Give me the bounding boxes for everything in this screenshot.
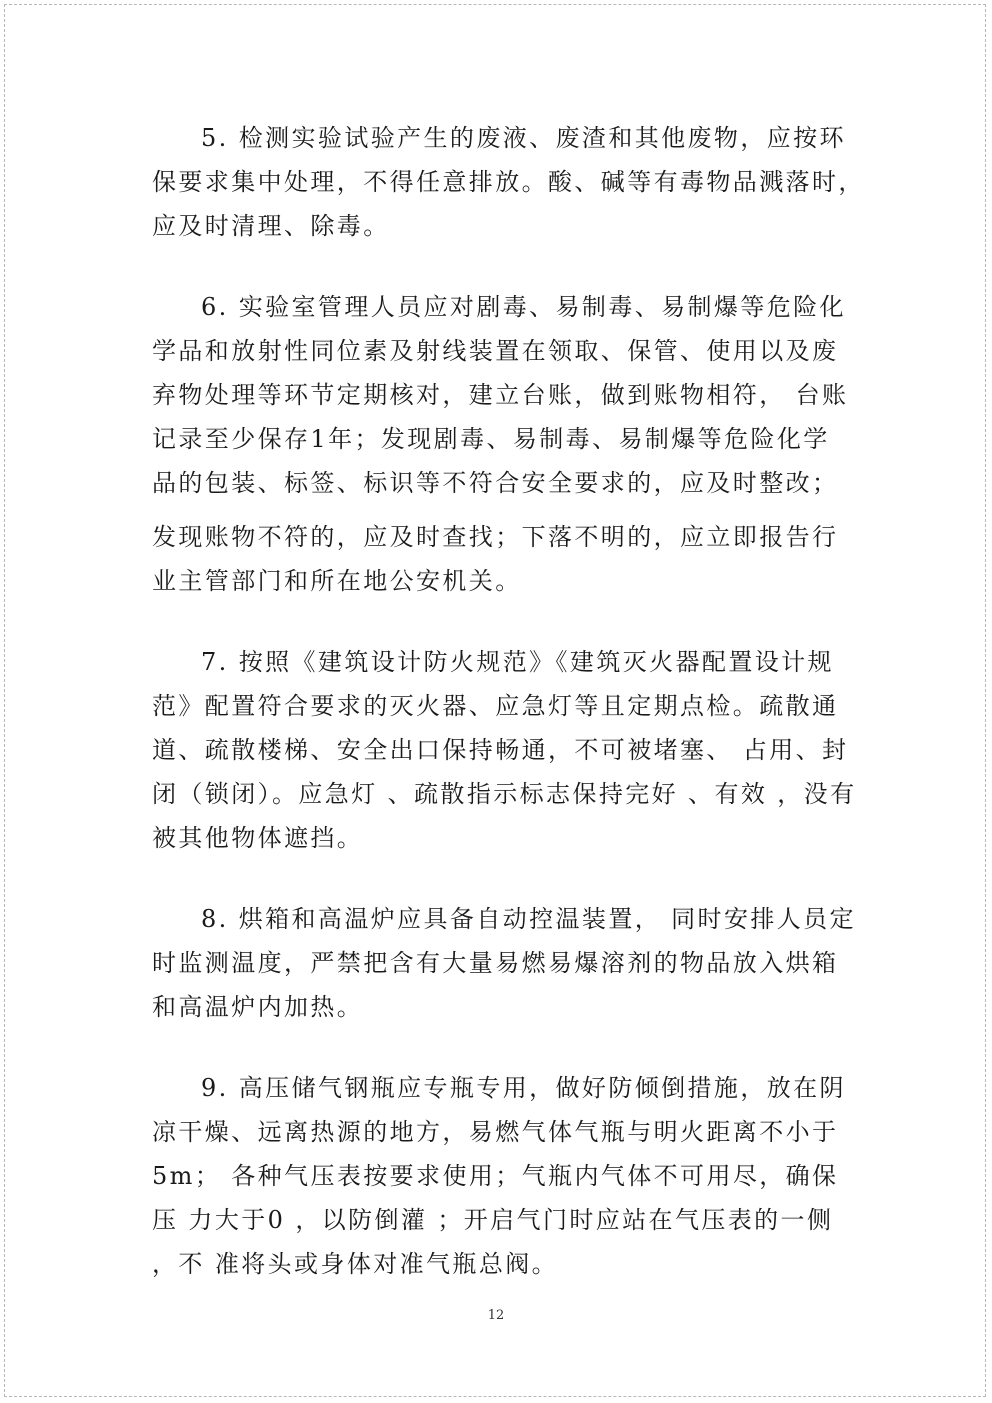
- text-line: 应及时清理、除毒。: [152, 212, 390, 240]
- document-body: [152, 116, 865, 1286]
- text-line: 被其他物体遮挡。: [152, 824, 364, 852]
- paragraph-6-continued: [152, 515, 840, 603]
- text-line: 7. 按照《建筑设计防火规范》《建筑灭火器配置设计规: [201, 648, 834, 676]
- text-line: 9. 高压储气钢瓶应专瓶专用，做好防倾倒措施，放在阴: [201, 1074, 846, 1102]
- page-number: 12: [487, 1308, 505, 1323]
- text-line: 8. 烘箱和高温炉应具备自动控温装置， 同时安排人员定: [201, 905, 856, 933]
- text-line: 5m； 各种气压表按要求使用；气瓶内气体不可用尽，确保: [152, 1162, 839, 1190]
- text-line: 5. 检测实验试验产生的废液、废渣和其他废物，应按环: [201, 124, 846, 152]
- text-line: ，不 准将头或身体对准气瓶总阀。: [152, 1250, 559, 1278]
- text-line: 6. 实验室管理人员应对剧毒、易制毒、易制爆等危险化: [201, 293, 846, 321]
- text-line: 记录至少保存1年；发现剧毒、易制毒、易制爆等危险化学: [152, 425, 830, 453]
- paragraph-7: [152, 640, 857, 860]
- text-line: 发现账物不符的，应及时查找；下落不明的，应立即报告行: [152, 523, 839, 551]
- paragraph-9: [152, 1066, 846, 1286]
- text-line: 闭（锁闭）。应急灯 、疏散指示标志保持完好 、有效 ，没有: [152, 780, 857, 808]
- text-line: 学品和放射性同位素及射线装置在领取、保管、使用以及废: [152, 337, 839, 365]
- text-line: 保要求集中处理，不得任意排放。酸、碱等有毒物品溅落时，: [152, 168, 865, 196]
- text-line: 凉干燥、远离热源的地方，易燃气体气瓶与明火距离不小于: [152, 1118, 839, 1146]
- text-line: 弃物处理等环节定期核对，建立台账，做到账物相符， 台账: [152, 381, 849, 409]
- text-line: 时监测温度，严禁把含有大量易燃易爆溶剂的物品放入烘箱: [152, 949, 839, 977]
- paragraph-5: [152, 116, 865, 248]
- paragraph-8: [152, 897, 856, 1029]
- text-line: 压 力大于0 ，以防倒灌 ；开启气门时应站在气压表的一侧: [152, 1206, 834, 1234]
- text-line: 道、疏散楼梯、安全出口保持畅通，不可被堵塞、 占用、封: [152, 736, 849, 764]
- text-line: 和高温炉内加热。: [152, 993, 364, 1021]
- text-line: 范》配置符合要求的灭火器、应急灯等且定期点检。疏散通: [152, 692, 839, 720]
- text-line: 品的包装、标签、标识等不符合安全要求的，应及时整改；: [152, 469, 839, 497]
- text-line: 业主管部门和所在地公安机关。: [152, 567, 522, 595]
- paragraph-6: [152, 285, 849, 505]
